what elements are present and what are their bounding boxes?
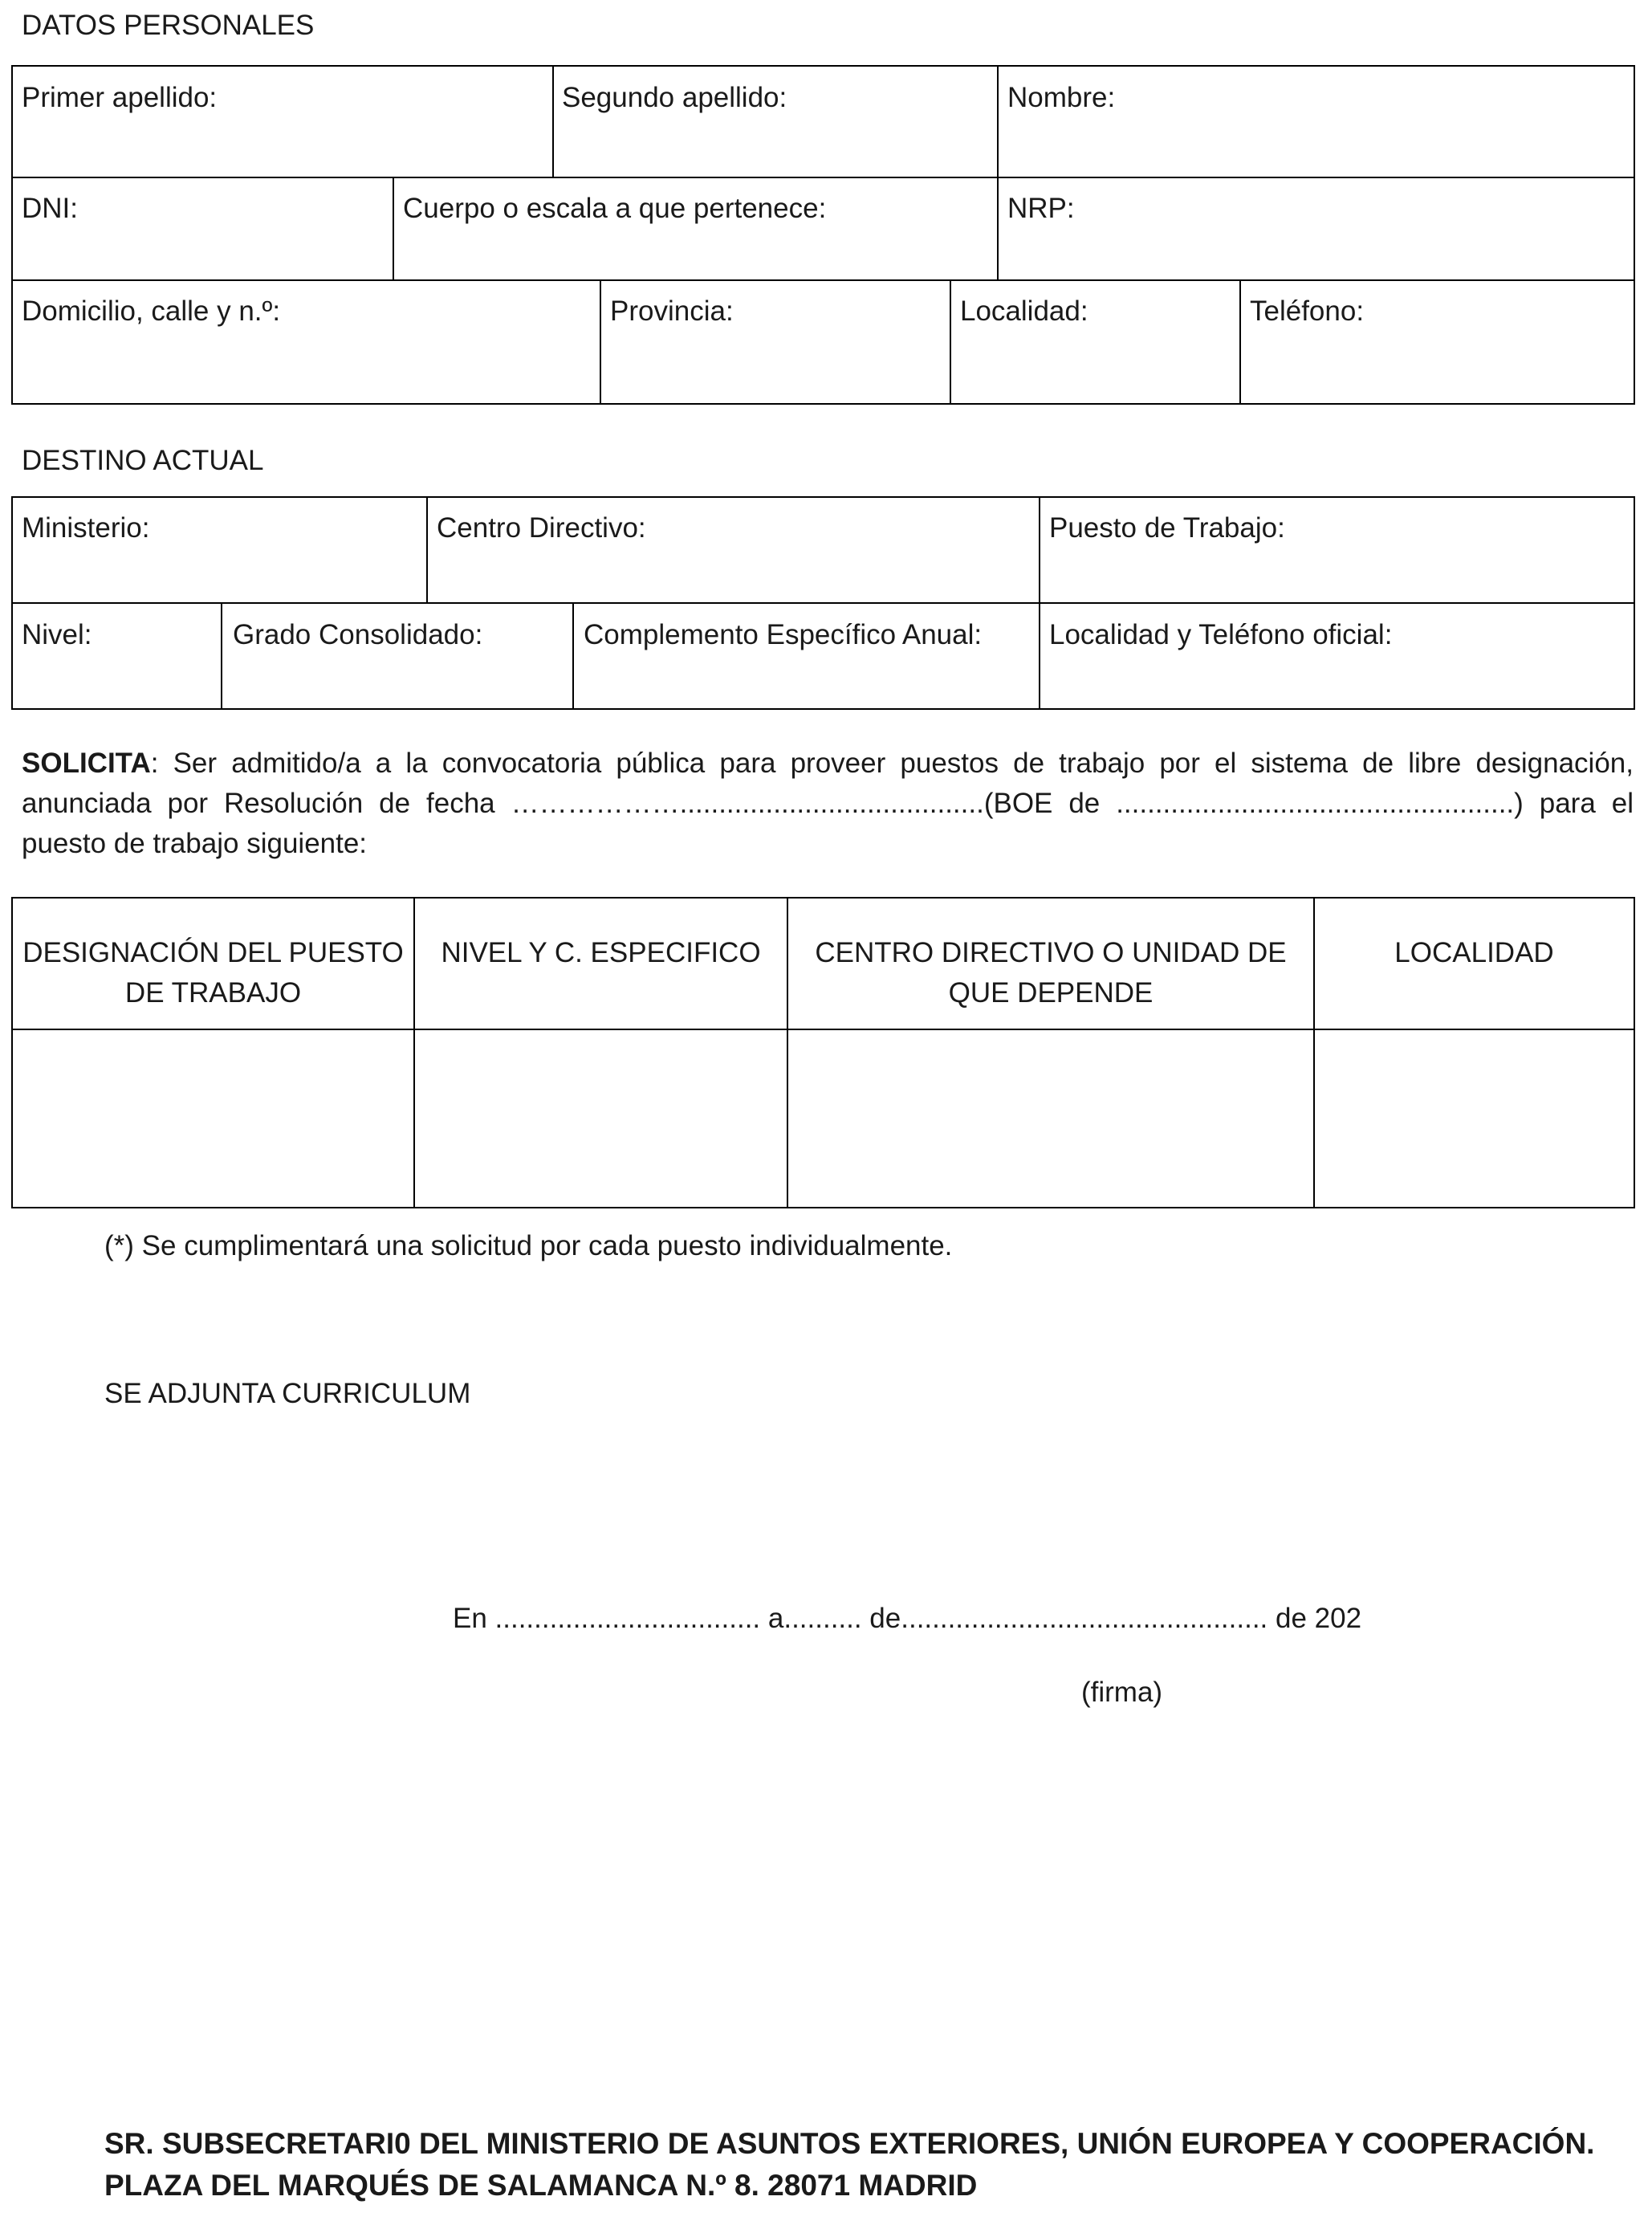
section-title-datos-personales: DATOS PERSONALES (22, 10, 315, 41)
divider (950, 279, 951, 405)
field-complemento-especifico[interactable]: Complemento Específico Anual: (584, 619, 983, 650)
field-provincia[interactable]: Provincia: (610, 295, 734, 327)
cell-designacion-input[interactable] (14, 1031, 413, 1207)
divider (221, 602, 222, 710)
field-localidad[interactable]: Localidad: (960, 295, 1088, 327)
datos-personales-form (11, 65, 1635, 405)
field-grado-consolidado[interactable]: Grado Consolidado: (233, 619, 483, 650)
field-puesto-trabajo[interactable]: Puesto de Trabajo: (1049, 512, 1285, 544)
field-segundo-apellido[interactable]: Segundo apellido: (562, 82, 787, 113)
divider (11, 279, 1635, 281)
cell-centro-input[interactable] (789, 1031, 1312, 1207)
divider (1039, 496, 1040, 710)
field-nrp[interactable]: NRP: (1007, 193, 1075, 224)
table-header: NIVEL Y C. ESPECIFICO (441, 937, 761, 968)
divider (997, 65, 999, 281)
solicita-text: : Ser admitido/a a la convocatoria pública para proveer puestos de trabajo por el sistema de libre designación, anunciada por Resolución de fecha ……………….......................................(BOE de ...................................................) para el puesto de trabajo siguiente: (22, 748, 1634, 859)
field-dni[interactable]: DNI: (22, 193, 78, 224)
field-ministerio[interactable]: Ministerio: (22, 512, 150, 544)
divider (11, 1029, 1635, 1030)
solicita-paragraph (22, 744, 1634, 864)
field-primer-apellido[interactable]: Primer apellido: (22, 82, 218, 113)
section-title-destino-actual: DESTINO ACTUAL (22, 445, 264, 476)
curriculum-note: SE ADJUNTA CURRICULUM (104, 1378, 471, 1409)
divider (572, 602, 574, 710)
divider (11, 177, 1635, 178)
field-cuerpo-escala[interactable]: Cuerpo o escala a que pertenece: (403, 193, 827, 224)
fecha-line[interactable]: En .................................. a.......... de............................................... de 202 (453, 1603, 1362, 1634)
footer-address-line2: PLAZA DEL MARQUÉS DE SALAMANCA N.º 8. 28071 MADRID (104, 2169, 978, 2202)
field-localidad-telefono-oficial[interactable]: Localidad y Teléfono oficial: (1049, 619, 1393, 650)
field-nivel[interactable]: Nivel: (22, 619, 92, 650)
cell-nivel-input[interactable] (416, 1031, 785, 1207)
footer-address-line1: SR. SUBSECRETARI0 DEL MINISTERIO DE ASUNTOS EXTERIORES, UNIÓN EUROPEA Y COOPERACIÓN. (104, 2127, 1595, 2160)
divider (600, 279, 601, 405)
field-nombre[interactable]: Nombre: (1007, 82, 1116, 113)
field-centro-directivo[interactable]: Centro Directivo: (437, 512, 646, 544)
divider (426, 496, 428, 604)
field-domicilio[interactable]: Domicilio, calle y n.º: (22, 295, 281, 327)
table-header: DESIGNACIÓN DEL PUESTO DE TRABAJO (22, 937, 404, 1009)
divider (552, 65, 554, 177)
solicita-keyword: SOLICITA (22, 748, 151, 779)
field-telefono[interactable]: Teléfono: (1250, 295, 1365, 327)
cell-localidad-input[interactable] (1316, 1031, 1634, 1207)
table-header: CENTRO DIRECTIVO O UNIDAD DE QUE DEPENDE (815, 937, 1287, 1009)
divider (11, 602, 1635, 604)
footnote: (*) Se cumplimentará una solicitud por cada puesto individualmente. (104, 1230, 953, 1261)
firma-label: (firma) (1081, 1677, 1163, 1708)
divider (1239, 279, 1241, 405)
table-header: LOCALIDAD (1394, 937, 1554, 968)
divider (393, 177, 394, 281)
